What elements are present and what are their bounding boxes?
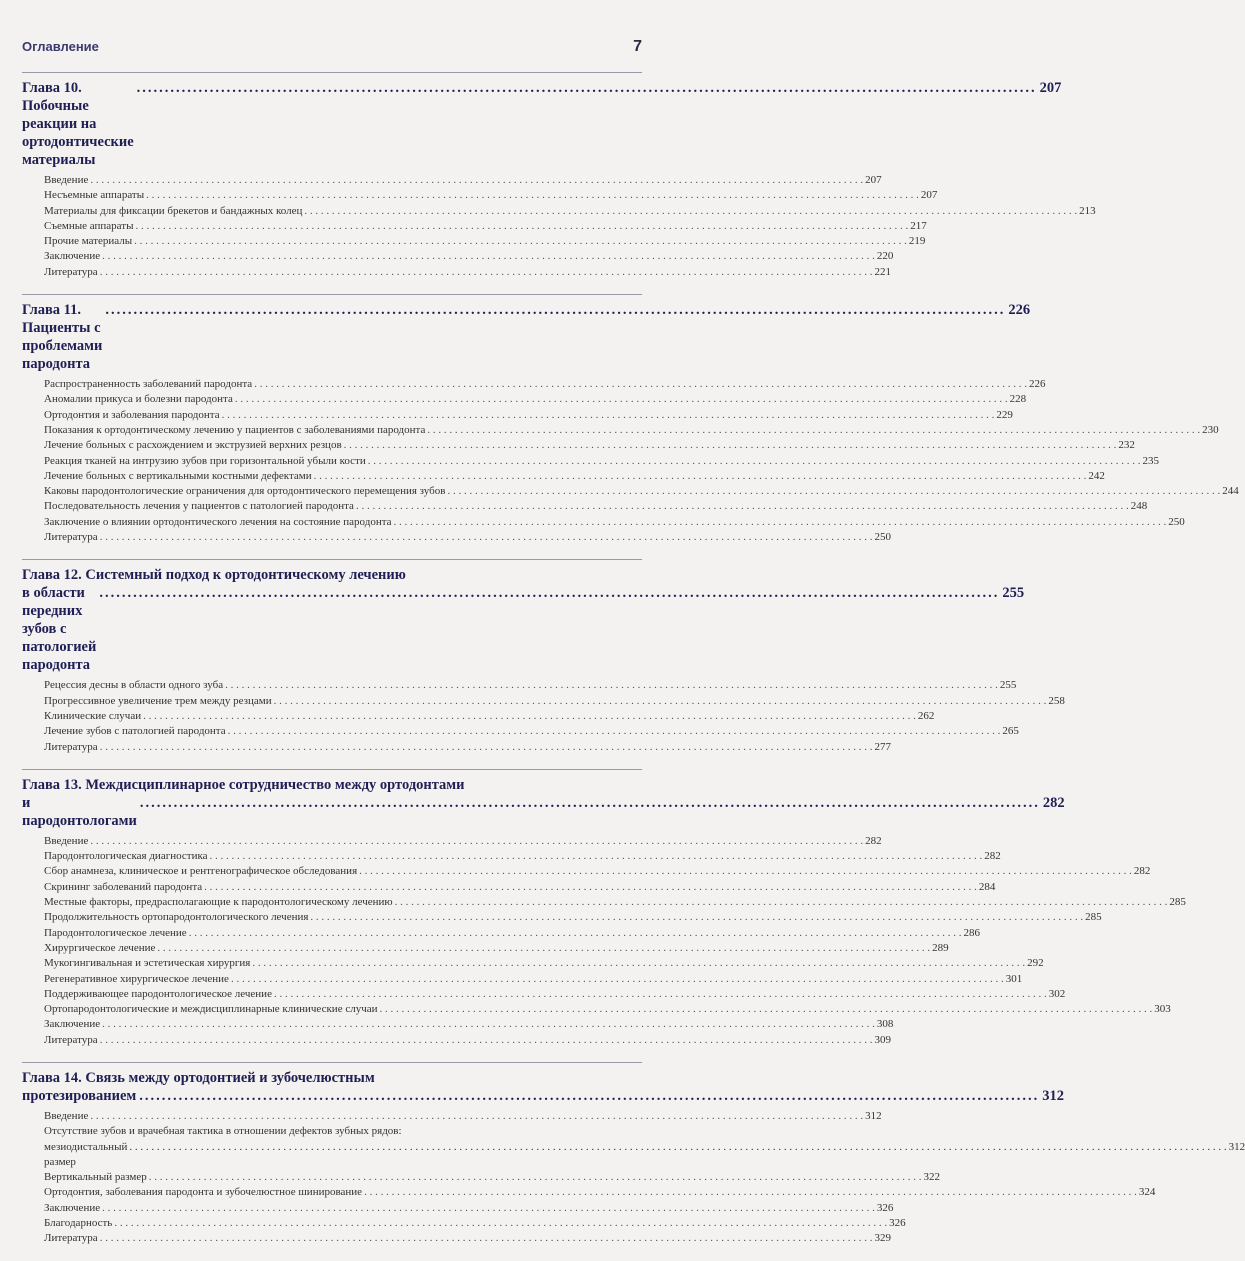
entry-page-number: 228: [1009, 393, 1027, 406]
toc-entry[interactable]: [22, 864, 1151, 879]
toc-entry[interactable]: [22, 530, 891, 545]
chapter-page-number: 282: [1042, 794, 1065, 811]
chapter-title-line: Глава 13. Междисциплинарное сотрудничество между ортодонтами: [22, 776, 465, 793]
entry-title: Ортопародонтологические и междисциплинарные клинические случаи: [44, 1003, 378, 1016]
entry-title: Введение: [44, 174, 89, 186]
entry-page-number: 285: [1085, 911, 1102, 924]
toc-entry[interactable]: [22, 188, 938, 203]
dot-leader: [210, 849, 983, 864]
entry-title: Введение: [44, 1109, 89, 1122]
entry-title: Хирургическое лечение: [44, 941, 156, 954]
dot-leader: [135, 219, 908, 234]
entry-title: Каковы пародонтологические ограничения для ортодонтического перемещения зубов: [44, 485, 446, 498]
entry-page-number: 248: [1130, 500, 1148, 513]
dot-leader: [310, 910, 1083, 925]
entry-page-number: 265: [1002, 725, 1019, 738]
entry-title: Ортодонтия и заболевания пародонта: [44, 408, 220, 421]
entry-page-number: 329: [874, 1232, 891, 1245]
chapter-title: Глава 11. Пациенты с проблемами пародонта: [22, 302, 103, 373]
entry-page-number: 301: [1005, 972, 1023, 985]
entry-page-number: 303: [1154, 1003, 1171, 1016]
entry-page-number: 326: [889, 1217, 906, 1230]
dot-leader: [140, 794, 1040, 812]
entry-title: Прочие материалы: [44, 235, 133, 248]
toc-entry[interactable]: [22, 709, 935, 724]
toc-entry[interactable]: [22, 987, 1066, 1002]
entry-title: Последовательность лечения у пациентов с патологией пародонта: [44, 500, 354, 513]
dot-leader: [105, 301, 1005, 319]
dot-leader: [189, 926, 962, 941]
toc-entry[interactable]: [22, 834, 882, 849]
entry-page-number: 309: [874, 1033, 891, 1046]
dot-leader: [99, 584, 999, 602]
toc-entry[interactable]: [22, 694, 1065, 709]
entry-page-number: 302: [1048, 987, 1066, 1000]
dot-leader: [90, 173, 863, 188]
dot-leader: [102, 1201, 875, 1216]
entry-title: Скрининг заболеваний пародонта: [44, 880, 203, 893]
toc-entry[interactable]: [22, 678, 1017, 693]
toc-entry[interactable]: [22, 173, 882, 188]
entry-page-number: 219: [908, 235, 926, 248]
entry-title: Мукогингивальная и эстетическая хирургия: [44, 957, 251, 970]
entry-title: Литература: [44, 1033, 98, 1046]
dot-leader: [225, 678, 998, 693]
dot-leader: [204, 880, 977, 895]
dot-leader: [274, 987, 1047, 1002]
toc-entry[interactable]: [22, 972, 1023, 987]
entry-title: Литература: [44, 740, 98, 753]
chapter-heading[interactable]: [22, 776, 1065, 830]
entry-page-number: 324: [1138, 1186, 1156, 1199]
entry-title: Местные факторы, предрасполагающие к пародонтологическому лечению: [44, 896, 393, 909]
dot-leader: [228, 724, 1001, 739]
toc-entry[interactable]: [22, 499, 1148, 514]
dot-leader: . . . . . . . . . . . . . . . . . . . . . . . . . . . . . . . . . . . . . . . . . . . . . . . . . . . . . . . . . . . . . . . . . . . . . . . . . . . . . . . . . . . . . . . . . . . . . . . . . . . . . . . . . . . . . . . . . . . . . . . . . . . . . . . . . . . . . . . . . . . . . . . . . . . . . . . . . . . . . . . . . . . . . . . . . . . . . . . . . . . . . . . . . . . . . . . . . . . . . . . .: [129, 1140, 1227, 1153]
entry-page-number: 232: [1118, 439, 1135, 452]
toc-entry[interactable]: [22, 392, 1027, 407]
dot-leader: [427, 423, 1200, 438]
chapter-heading[interactable]: [22, 79, 1062, 169]
dot-leader: [231, 972, 1004, 987]
entry-title: Заключение: [44, 1201, 101, 1214]
entry-page-number: 207: [920, 189, 938, 202]
entry-page-number: 242: [1088, 469, 1105, 482]
entry-title: Литература: [44, 265, 98, 278]
entry-title: Лечение больных с расхождением и экструзией верхних резцов: [44, 439, 342, 452]
entry-title: Несъемные аппараты: [44, 189, 145, 202]
entry-title: Благодарность: [44, 1217, 113, 1230]
entry-title: Вертикальный размер: [44, 1171, 147, 1184]
entry-title: Заключение: [44, 250, 101, 263]
toc-entry[interactable]: [22, 849, 1001, 864]
entry-page-number: 217: [910, 219, 927, 232]
entry-title: Литература: [44, 531, 98, 544]
entry-title: Введение: [44, 834, 89, 847]
toc-entry[interactable]: [22, 1185, 1156, 1200]
dot-leader: [100, 530, 873, 545]
dot-leader: [252, 956, 1025, 971]
entry-title: Отсутствие зубов и врачебная тактика в отношении дефектов зубных рядов:: [44, 1125, 402, 1138]
entry-title: Лечение зубов с патологией пародонта: [44, 725, 226, 738]
running-head: [22, 38, 642, 56]
dot-leader: [314, 469, 1087, 484]
entry-page-number: 286: [963, 926, 980, 939]
toc-entry[interactable]: [22, 1170, 941, 1185]
entry-page-number: 282: [1133, 865, 1151, 878]
entry-page-number: 312: [865, 1109, 882, 1122]
toc-entry[interactable]: [22, 941, 949, 956]
dot-leader: [100, 1033, 873, 1048]
dot-leader: [114, 1216, 887, 1231]
dot-leader: [235, 392, 1008, 407]
entry-page-number: 282: [865, 834, 882, 847]
dot-leader: [149, 1170, 922, 1185]
toc-entry[interactable]: [22, 249, 894, 264]
entry-page-number: 258: [1048, 694, 1065, 707]
section-list: [22, 173, 1096, 280]
entry-title: Литература: [44, 1232, 98, 1245]
section-list: [22, 834, 1186, 1048]
entry-page-number: 229: [996, 408, 1013, 421]
entry-title: Клинические случаи: [44, 709, 142, 722]
entry-page-number: 262: [917, 709, 935, 722]
chapter-section: [22, 769, 1186, 1048]
chapter-page-number: 255: [1002, 585, 1025, 602]
entry-title: Лечение больных с вертикальными костными дефектами: [44, 469, 312, 482]
toc-entry[interactable]: [22, 1201, 894, 1216]
entry-page-number: 213: [1079, 204, 1096, 217]
entry-title: Заключение о влиянии ортодонтического лечения на состояние пародонта: [44, 515, 392, 528]
dot-leader: [134, 234, 907, 249]
toc-entry[interactable]: [22, 204, 1096, 219]
toc-entry[interactable]: [22, 926, 980, 941]
entry-title: Продолжительность ортопародонтологического лечения: [44, 911, 309, 924]
entry-title: Сбор анамнеза, клиническое и рентгенографическое обследования: [44, 865, 358, 878]
entry-page-number: 292: [1027, 957, 1044, 970]
toc-entry[interactable]: [22, 1109, 882, 1124]
toc-entry[interactable]: [22, 408, 1013, 423]
chapter-section: [22, 72, 1096, 280]
chapter-page-number: 226: [1008, 302, 1031, 319]
dot-leader: [394, 515, 1167, 530]
dot-leader: [222, 408, 995, 423]
entry-page-number: 289: [932, 941, 949, 954]
dot-leader: [137, 79, 1037, 97]
toc-entry[interactable]: [22, 895, 1186, 910]
entry-title: Пародонтологическая диагностика: [44, 850, 208, 863]
section-list: [22, 1109, 1245, 1247]
dot-leader: [447, 484, 1220, 499]
chapter-title: Глава 10. Побочные реакции на ортодонтические материалы: [22, 80, 134, 168]
dot-leader: [368, 454, 1141, 469]
dot-leader: [359, 864, 1132, 879]
toc-entry[interactable]: [22, 423, 1219, 438]
entry-title: Показания к ортодонтическому лечению у пациентов с заболеваниями пародонта: [44, 423, 426, 436]
entry-page-number: 308: [876, 1018, 894, 1031]
entry-page-number: 277: [874, 740, 891, 753]
entry-page-number: 250: [874, 531, 891, 544]
entry-page-number: 255: [999, 679, 1017, 692]
toc-entry[interactable]: [22, 469, 1105, 484]
entry-title-continued: мезиодистальный размер: [44, 1140, 128, 1168]
dot-leader: [100, 265, 873, 280]
dot-leader: [146, 188, 919, 203]
dot-leader: [143, 709, 916, 724]
entry-page-number: 244: [1222, 485, 1239, 498]
dot-leader: [102, 249, 875, 264]
entry-title: Аномалии прикуса и болезни пародонта: [44, 393, 233, 406]
chapter-heading[interactable]: [22, 566, 1025, 674]
entry-title: Распространенность заболеваний пародонта: [44, 378, 253, 391]
chapter-heading[interactable]: [22, 1069, 1065, 1105]
chapter-page-number: 207: [1039, 80, 1062, 96]
entry-title: Заключение: [44, 1018, 101, 1031]
dot-leader: [139, 1087, 1039, 1105]
chapter-section: [22, 559, 1065, 754]
dot-leader: [356, 499, 1129, 514]
dot-leader: [274, 694, 1047, 709]
entry-title: Поддерживающее пародонтологическое лечение: [44, 987, 272, 1000]
chapter-section: [22, 1062, 1245, 1247]
toc-entry[interactable]: [22, 910, 1102, 925]
dot-leader: [157, 941, 930, 956]
entry-page-number: 207: [865, 174, 882, 186]
entry-page-number: 220: [876, 250, 894, 263]
toc-entry[interactable]: [22, 454, 1159, 469]
dot-leader: [364, 1185, 1137, 1200]
entry-title: Регенеративное хирургическое лечение: [44, 972, 229, 985]
entry-title: Реакция тканей на интрузию зубов при горизонтальной убыли кости: [44, 454, 366, 467]
toc-entry[interactable]: [22, 740, 891, 755]
toc-entry[interactable]: [22, 219, 927, 234]
table-of-contents: [22, 72, 1245, 1261]
dot-leader: [304, 204, 1077, 219]
entry-page-number: 221: [874, 265, 891, 278]
entry-page-number: 322: [923, 1171, 941, 1184]
entry-page-number: 226: [1028, 378, 1046, 391]
entry-title: Съемные аппараты: [44, 219, 134, 232]
entry-title: Материалы для фиксации брекетов и бандажных колец: [44, 204, 303, 217]
dot-leader: [100, 1231, 873, 1246]
toc-entry[interactable]: [22, 515, 1185, 530]
toc-entry[interactable]: [22, 1231, 891, 1246]
entry-title: Пародонтологическое лечение: [44, 926, 187, 939]
chapter-title-line: Глава 14. Связь между ортодонтией и зубочелюстным: [22, 1069, 375, 1086]
toc-entry[interactable]: [22, 234, 926, 249]
entry-page-number: 250: [1168, 515, 1185, 528]
running-title: Оглавление: [22, 39, 99, 54]
entry-page-number: 326: [876, 1201, 894, 1214]
toc-entry[interactable]: [22, 724, 1019, 739]
dot-leader: [344, 438, 1117, 453]
toc-entry[interactable]: [22, 1002, 1171, 1017]
toc-entry[interactable]: [22, 438, 1135, 453]
toc-entry[interactable]: [22, 956, 1044, 971]
entry-page-number: 285: [1169, 896, 1186, 909]
section-list: [22, 678, 1065, 754]
dot-leader: [395, 895, 1168, 910]
chapter-title: в области передних зубов с патологией пародонта: [22, 585, 97, 674]
entry-page-number: 230: [1202, 423, 1219, 436]
toc-entry[interactable]: [22, 377, 1046, 392]
section-list: [22, 377, 1239, 545]
dot-leader: [100, 740, 873, 755]
entry-title: Прогрессивное увеличение трем между резцами: [44, 694, 272, 707]
dot-leader: [90, 834, 863, 849]
toc-entry[interactable]: [22, 1124, 1245, 1170]
dot-leader: [254, 377, 1027, 392]
dot-leader: [380, 1002, 1153, 1017]
entry-page-number: 235: [1142, 454, 1159, 467]
toc-entry[interactable]: [22, 880, 996, 895]
toc-entry[interactable]: [22, 1017, 894, 1032]
entry-page-number: 284: [978, 880, 996, 893]
entry-title: Ортодонтия, заболевания пародонта и зубочелюстное шинирование: [44, 1186, 363, 1199]
chapter-title: и пародонтологами: [22, 794, 137, 829]
dot-leader: [90, 1109, 863, 1124]
toc-entry[interactable]: [22, 265, 891, 280]
chapter-title: протезированием: [22, 1087, 137, 1104]
entry-page-number: 282: [984, 850, 1001, 863]
entry-page-number: 312: [1228, 1140, 1245, 1153]
toc-entry[interactable]: [22, 1033, 891, 1048]
page-number: 7: [633, 38, 642, 55]
chapter-section: [22, 294, 1239, 545]
dot-leader: [102, 1017, 875, 1032]
chapter-heading[interactable]: [22, 301, 1031, 373]
toc-entry[interactable]: [22, 484, 1239, 499]
chapter-page-number: 312: [1042, 1087, 1065, 1104]
chapter-title-line: Глава 12. Системный подход к ортодонтическому лечению: [22, 567, 406, 584]
toc-entry[interactable]: [22, 1216, 906, 1231]
entry-title: Рецессия десны в области одного зуба: [44, 679, 224, 692]
